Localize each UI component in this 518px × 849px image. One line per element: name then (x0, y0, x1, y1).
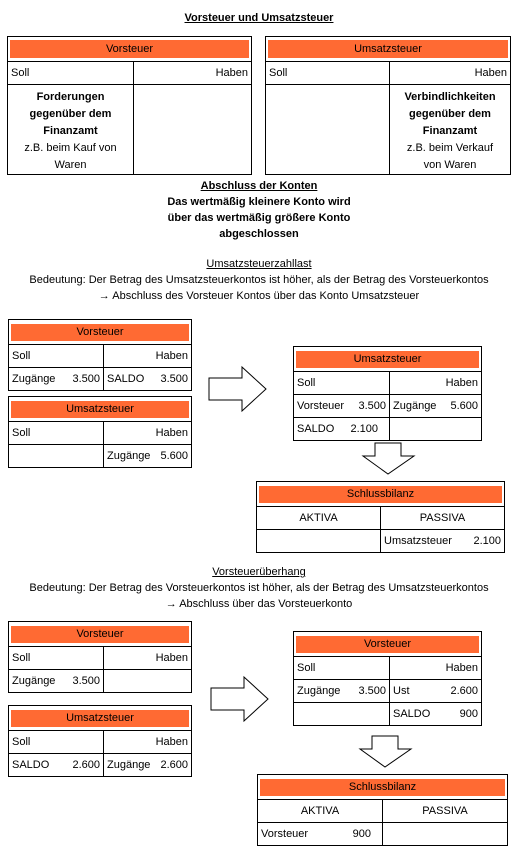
closing-line: abgeschlossen (219, 228, 299, 240)
entry-value: 2.100 (473, 535, 502, 547)
ueberhang-vorsteuer-account (8, 621, 192, 693)
entry-value: 3.500 (358, 685, 386, 697)
desc-line: gegenüber dem (409, 108, 491, 120)
entry-label: Vorsteuer (297, 400, 345, 412)
entry-value: 2.600 (72, 759, 100, 771)
entry-value: 3.500 (160, 373, 188, 385)
section-heading: Vorsteuerüberhang (212, 566, 306, 578)
entry-value: 5.600 (450, 400, 479, 412)
section-meaning: Bedeutung: Der Betrag des Vorsteuerkontos ist höher, als der Betrag des Umsatzsteuerkontos (29, 582, 489, 594)
haben-entry (104, 368, 192, 391)
desc-line: gegenüber dem (29, 108, 112, 120)
soll-label: Soll (294, 657, 390, 680)
right-arrow-icon (208, 366, 268, 412)
desc-line: Verbindlichkeiten (404, 91, 496, 103)
account-header: Vorsteuer (296, 636, 479, 653)
zahllast-schlussbilanz (256, 481, 505, 553)
entry-value: 2.600 (160, 759, 189, 771)
zahllast-result-account (293, 346, 482, 441)
haben-entry (390, 395, 482, 418)
desc-line: Forderungen (36, 91, 105, 103)
soll-entry (294, 418, 390, 441)
closing-block (0, 178, 518, 242)
zahllast-intro (0, 256, 518, 304)
haben-label: Haben (134, 62, 252, 85)
down-arrow-icon (359, 735, 413, 769)
top-umsatzsteuer-account (265, 36, 511, 175)
soll-label: Soll (9, 422, 104, 445)
soll-entry (9, 445, 104, 468)
soll-label: Soll (9, 647, 104, 670)
haben-entry (390, 703, 482, 726)
zahllast-vorsteuer-account (8, 319, 192, 391)
passiva-entry (381, 530, 505, 553)
soll-label: Soll (294, 372, 390, 395)
aktiva-label: AKTIVA (258, 800, 383, 823)
right-arrow-icon (210, 676, 270, 722)
ueberhang-schlussbilanz (257, 774, 508, 846)
entry-label: SALDO (297, 423, 335, 435)
haben-entry (104, 445, 192, 468)
haben-label: Haben (390, 657, 482, 680)
passiva-label: PASSIVA (383, 800, 508, 823)
haben-cell (134, 85, 252, 175)
entry-value: 900 (459, 708, 478, 720)
passiva-label: PASSIVA (381, 507, 505, 530)
closing-line: über das wertmäßig größere Konto (167, 212, 351, 224)
down-arrow-icon (362, 442, 416, 476)
haben-entry (104, 670, 192, 693)
page-title: Vorsteuer und Umsatzsteuer (184, 12, 334, 24)
section-heading: Umsatzsteuerzahllast (206, 258, 312, 270)
aktiva-entry (258, 823, 383, 846)
entry-value: 2.100 (350, 423, 378, 435)
entry-value: 3.500 (72, 373, 100, 385)
account-header: Umsatzsteuer (11, 710, 189, 727)
account-header: Umsatzsteuer (296, 351, 479, 368)
bilanz-header: Schlussbilanz (259, 486, 502, 503)
aktiva-label: AKTIVA (257, 507, 381, 530)
account-header: Umsatzsteuer (11, 401, 189, 418)
section-meaning: Bedeutung: Der Betrag des Umsatzsteuerkontos ist höher, als der Betrag des Vorsteuerkontos (29, 274, 489, 286)
entry-label: Zugänge (393, 400, 437, 412)
entry-label: Zugänge (107, 759, 151, 771)
desc-line: z.B. beim Kauf von (24, 142, 117, 154)
desc-line: Finanzamt (43, 125, 98, 137)
haben-label: Haben (104, 422, 192, 445)
ueberhang-umsatzsteuer-account (8, 705, 192, 777)
entry-label: Zugänge (297, 685, 341, 697)
haben-entry (390, 418, 482, 441)
entry-label: Vorsteuer (261, 828, 309, 840)
account-header: Vorsteuer (11, 626, 189, 643)
haben-entry (390, 680, 482, 703)
haben-entry (104, 754, 192, 777)
ueberhang-intro (0, 564, 518, 612)
entry-label: Zugänge (107, 450, 151, 462)
entry-value: 3.500 (72, 675, 100, 687)
haben-label: Haben (390, 372, 482, 395)
entry-value: 2.600 (450, 685, 478, 697)
soll-entry (9, 368, 104, 391)
section-result: → Abschluss über das Vorsteuerkonto (165, 598, 353, 610)
entry-label: Umsatzsteuer (384, 535, 452, 547)
account-description (8, 85, 134, 175)
soll-label: Soll (9, 345, 104, 368)
aktiva-entry (257, 530, 381, 553)
entry-label: Zugänge (12, 675, 56, 687)
entry-value: 5.600 (160, 450, 189, 462)
haben-label: Haben (390, 62, 511, 85)
top-vorsteuer-account (7, 36, 252, 175)
account-header: Vorsteuer (11, 324, 189, 341)
ueberhang-result-account (293, 631, 482, 726)
soll-entry (9, 670, 104, 693)
entry-label: Ust (393, 685, 410, 697)
soll-cell (266, 85, 390, 175)
haben-label: Haben (104, 647, 192, 670)
desc-line: Waren (54, 159, 87, 171)
bilanz-header: Schlussbilanz (260, 779, 505, 796)
entry-value: 3.500 (358, 400, 386, 412)
desc-line: Finanzamt (422, 125, 478, 137)
entry-label: SALDO (107, 373, 145, 385)
account-header: Umsatzsteuer (268, 40, 508, 58)
soll-entry (294, 395, 390, 418)
passiva-entry (383, 823, 508, 846)
entry-label: SALDO (393, 708, 431, 720)
soll-label: Soll (9, 731, 104, 754)
soll-entry (9, 754, 104, 777)
entry-value: 900 (352, 828, 371, 840)
account-header: Vorsteuer (10, 40, 249, 58)
soll-label: Soll (8, 62, 134, 85)
entry-label: SALDO (12, 759, 50, 771)
soll-entry (294, 680, 390, 703)
closing-heading: Abschluss der Konten (200, 180, 318, 192)
closing-line: Das wertmäßig kleinere Konto wird (167, 196, 351, 208)
zahllast-umsatzsteuer-account (8, 396, 192, 468)
soll-label: Soll (266, 62, 390, 85)
haben-label: Haben (104, 345, 192, 368)
entry-label: Zugänge (12, 373, 56, 385)
soll-entry (294, 703, 390, 726)
desc-line: von Waren (423, 159, 477, 171)
account-description (390, 85, 511, 175)
desc-line: z.B. beim Verkauf (406, 142, 494, 154)
section-result: → Abschluss des Vorsteuer Kontos über das Konto Umsatzsteuer (98, 290, 420, 302)
haben-label: Haben (104, 731, 192, 754)
